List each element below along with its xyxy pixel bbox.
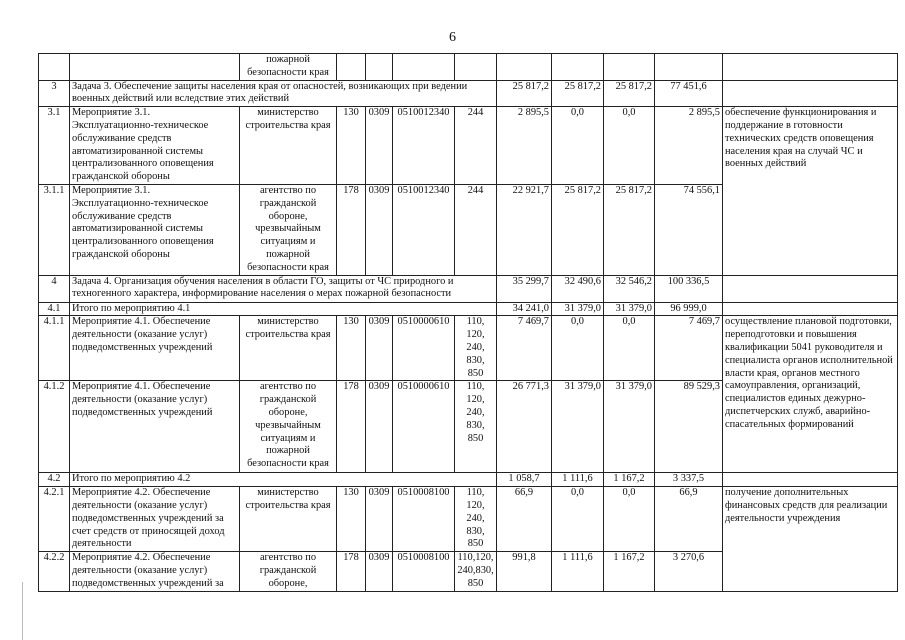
year2-value: 1 111,6 — [552, 552, 604, 591]
rzpr-code: 0309 — [366, 381, 393, 473]
year3-value: 25 817,2 — [604, 184, 655, 275]
page-number: 6 — [449, 30, 456, 45]
org-cell: агентство по гражданской обороне, чрезвычайным ситуациям и пожарной безопасности края — [240, 381, 337, 473]
table-row — [39, 107, 898, 185]
year1-value: 7 469,7 — [497, 316, 552, 381]
row-number: 4.2.1 — [39, 487, 70, 552]
year1-value: 991,8 — [497, 552, 552, 591]
year3-value: 25 817,2 — [604, 80, 655, 107]
csr-code: 0510000610 — [393, 381, 455, 473]
scan-edge-line — [22, 582, 23, 640]
total-value: 100 336,5 — [655, 275, 723, 302]
total-value: 89 529,3 — [655, 381, 723, 473]
year2-value: 25 817,2 — [552, 80, 604, 107]
total-value: 66,9 — [655, 487, 723, 552]
rzpr-code: 0309 — [366, 107, 393, 185]
row-number: 4.1.2 — [39, 381, 70, 473]
expected-result: обеспечение функционирования и поддержание в готовности технических средств оповещения населения края на случай ЧС и военных действий — [723, 107, 898, 275]
year1-value: 35 299,7 — [497, 275, 552, 302]
activity-description: Мероприятие 4.2. Обеспечение деятельности (оказание услуг) подведомственных учреждений за счет средств от приносящей доход деятельности — [70, 487, 240, 552]
total-value: 3 270,6 — [655, 552, 723, 591]
grbs-code: 178 — [337, 381, 366, 473]
year2-value: 0,0 — [552, 316, 604, 381]
vr-code: 110, 120, 240, 830, 850 — [455, 316, 497, 381]
row-number: 3 — [39, 80, 70, 107]
subtotal-label: Итого по мероприятию 4.1 — [70, 302, 497, 316]
row-number: 4.1.1 — [39, 316, 70, 381]
year2-value: 1 111,6 — [552, 473, 604, 487]
table-row — [39, 487, 898, 552]
grbs-code: 178 — [337, 184, 366, 275]
table-row — [39, 80, 898, 107]
activity-description: Мероприятие 4.1. Обеспечение деятельности (оказание услуг) подведомственных учреждений — [70, 316, 240, 381]
activity-description: Мероприятие 4.1. Обеспечение деятельности (оказание услуг) подведомственных учреждений — [70, 381, 240, 473]
table-row — [39, 473, 898, 487]
year3-value: 0,0 — [604, 107, 655, 185]
total-value: 3 337,5 — [655, 473, 723, 487]
vr-code: 244 — [455, 107, 497, 185]
year1-value: 66,9 — [497, 487, 552, 552]
year3-value: 31 379,0 — [604, 302, 655, 316]
year1-value: 2 895,5 — [497, 107, 552, 185]
rzpr-code: 0309 — [366, 552, 393, 591]
row-number: 3.1 — [39, 107, 70, 185]
task-description: Задача 4. Организация обучения населения в области ГО, защиты от ЧС природного и техногенного характера, информирование населения о мерах пожарной безопасности — [70, 275, 497, 302]
grbs-code: 130 — [337, 107, 366, 185]
year2-value: 0,0 — [552, 487, 604, 552]
org-cell: министерство строительства края — [240, 487, 337, 552]
org-cell: агентство по гражданской обороне, — [240, 552, 337, 591]
year2-value: 31 379,0 — [552, 381, 604, 473]
csr-code: 0510000610 — [393, 316, 455, 381]
row-number: 4.1 — [39, 302, 70, 316]
grbs-code: 130 — [337, 316, 366, 381]
table-row — [39, 275, 898, 302]
expected-result: осуществление плановой подготовки, переподготовки и повышения квалификации 5041 руководителя и специалиста органов исполнительной власти края, органов местного самоуправления, организаций, специалистов единых дежурно-диспетчерских служб, аварийно-спасательных формирований — [723, 316, 898, 473]
org-cell: пожарной безопасности края — [240, 54, 337, 81]
csr-code: 0510012340 — [393, 107, 455, 185]
table-row — [39, 302, 898, 316]
activity-description: Мероприятие 3.1. Эксплуатационно-техническое обслуживание средств автоматизированной системы централизованного оповещения гражданской обороны — [70, 184, 240, 275]
csr-code: 0510008100 — [393, 552, 455, 591]
year1-value: 25 817,2 — [497, 80, 552, 107]
rzpr-code: 0309 — [366, 487, 393, 552]
budget-table — [38, 53, 898, 592]
row-number: 4.2.2 — [39, 552, 70, 591]
org-cell: агентство по гражданской обороне, чрезвычайным ситуациям и пожарной безопасности края — [240, 184, 337, 275]
year1-value: 26 771,3 — [497, 381, 552, 473]
total-value: 74 556,1 — [655, 184, 723, 275]
total-value: 7 469,7 — [655, 316, 723, 381]
year2-value: 25 817,2 — [552, 184, 604, 275]
year2-value: 32 490,6 — [552, 275, 604, 302]
csr-code: 0510012340 — [393, 184, 455, 275]
expected-result: получение дополнительных финансовых средств для реализации деятельности учреждения — [723, 487, 898, 591]
year3-value: 32 546,2 — [604, 275, 655, 302]
csr-code: 0510008100 — [393, 487, 455, 552]
grbs-code: 130 — [337, 487, 366, 552]
total-value: 2 895,5 — [655, 107, 723, 185]
table-row — [39, 54, 898, 81]
vr-code: 244 — [455, 184, 497, 275]
total-value: 96 999,0 — [655, 302, 723, 316]
row-number: 3.1.1 — [39, 184, 70, 275]
vr-code: 110, 120, 240, 830, 850 — [455, 487, 497, 552]
row-number: 4.2 — [39, 473, 70, 487]
year3-value: 0,0 — [604, 316, 655, 381]
row-number: 4 — [39, 275, 70, 302]
org-cell: министерство строительства края — [240, 107, 337, 185]
rzpr-code: 0309 — [366, 184, 393, 275]
year3-value: 1 167,2 — [604, 552, 655, 591]
vr-code: 110,120, 240,830, 850 — [455, 552, 497, 591]
year1-value: 22 921,7 — [497, 184, 552, 275]
org-cell: министерство строительства края — [240, 316, 337, 381]
year1-value: 34 241,0 — [497, 302, 552, 316]
subtotal-label: Итого по мероприятию 4.2 — [70, 473, 497, 487]
year3-value: 0,0 — [604, 487, 655, 552]
total-value: 77 451,6 — [655, 80, 723, 107]
table-row — [39, 316, 898, 381]
activity-description: Мероприятие 4.2. Обеспечение деятельности (оказание услуг) подведомственных учреждений за — [70, 552, 240, 591]
task-description: Задача 3. Обеспечение защиты населения края от опасностей, возникающих при ведении военных действий или вследствие этих действий — [70, 80, 497, 107]
activity-description: Мероприятие 3.1. Эксплуатационно-техническое обслуживание средств автоматизированной системы централизованного оповещения гражданской обороны — [70, 107, 240, 185]
grbs-code: 178 — [337, 552, 366, 591]
rzpr-code: 0309 — [366, 316, 393, 381]
year3-value: 31 379,0 — [604, 381, 655, 473]
year2-value: 0,0 — [552, 107, 604, 185]
vr-code: 110, 120, 240, 830, 850 — [455, 381, 497, 473]
year1-value: 1 058,7 — [497, 473, 552, 487]
year3-value: 1 167,2 — [604, 473, 655, 487]
year2-value: 31 379,0 — [552, 302, 604, 316]
